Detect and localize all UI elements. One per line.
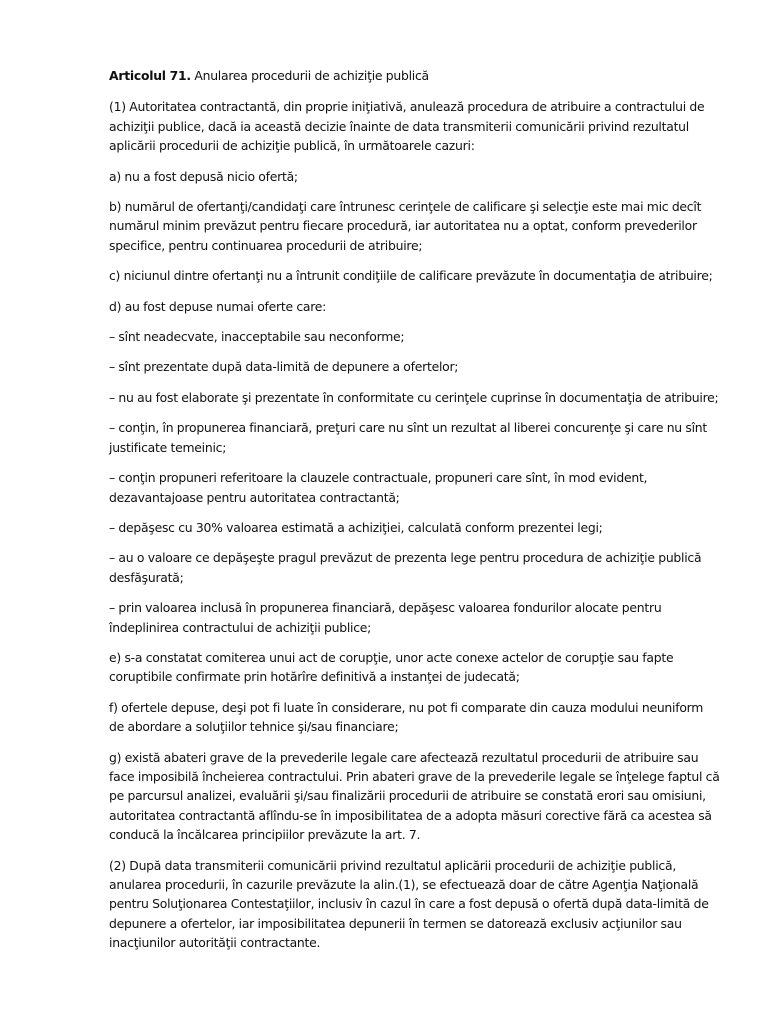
- document-page: [109, 66, 721, 964]
- paragraph: d) au fost depuse numai oferte care:: [109, 298, 327, 314]
- paragraph: – sînt neadecvate, inacceptabile sau neconforme;: [109, 329, 405, 345]
- article-number: Articolul 71.: [109, 68, 191, 83]
- paragraph: c) niciunul dintre ofertanţi nu a întrunit condiţiile de calificare prevăzute în documentaţia de atribuire;: [109, 268, 713, 284]
- paragraph: – prin valoarea inclusă în propunerea financiară, depăşesc valoarea fondurilor alocate pentru îndeplinirea contractului de achiziţii publice;: [109, 600, 662, 635]
- paragraph: a) nu a fost depusă nicio ofertă;: [109, 168, 298, 184]
- paragraph: – au o valoare ce depăşeşte pragul prevăzut de prezenta lege pentru procedura de achiziţie publică desfăşurată;: [109, 550, 702, 585]
- paragraph: e) s-a constatat comiterea unui act de corupţie, unor acte conexe actelor de corupţie sau fapte coruptibile confirmate prin hotărîre definitivă a instanţei de judecată;: [109, 649, 674, 685]
- paragraph: g) există abateri grave de la prevederile legale care afectează rezultatul procedurii de atribuire sau face imposibilă încheierea contractului. Prin abateri grave de la prevederile legale se înţelege faptul că pe parcursul analizei, evaluării şi/sau finalizării procedurii de atribuire se constată erori sau omisiuni, autoritatea contractantă aflîndu-se în imposibilitatea de a adopta măsuri corective fără ca acestea să conducă la încălcarea principiilor prevăzute la art. 7.: [109, 749, 720, 843]
- article-title: [109, 66, 721, 85]
- paragraph: (2) După data transmiterii comunicării privind rezultatul aplicării procedurii de achiziţie publică, anularea procedurii, în cazurile prevăzute la alin.(1), se efectuează doar de către Agenţia Naţională pentru Soluţionarea Contestaţiilor, inclusiv în cazul în care a fost depusă o ofertă după data-limită de depunere a ofertelor, iar imposibilitatea depunerii în termen se datorează exclusiv acţiunilor sau inacţiunilor autorităţii contractante.: [109, 857, 709, 951]
- paragraph: f) ofertele depuse, deşi pot fi luate în considerare, nu pot fi comparate din cauza modului neuniform de abordare a soluţiilor tehnice şi/sau financiare;: [109, 699, 704, 735]
- paragraph: – conţin, în propunerea financiară, preţuri care nu sînt un rezultat al liberei concurenţe şi care nu sînt justificate temeinic;: [109, 420, 707, 455]
- paragraph: – conţin propuneri referitoare la clauzele contractuale, propuneri care sînt, în mod evident, dezavantajoase pentru autoritatea contractantă;: [109, 470, 648, 505]
- paragraph: (1) Autoritatea contractantă, din proprie iniţiativă, anulează procedura de atribuire a contractului de achiziţii publice, dacă ia această decizie înainte de data transmiterii comunicării privind rezultatul aplicării procedurii de achiziţie publică, în următoarele cazuri:: [109, 99, 705, 154]
- paragraph: – nu au fost elaborate şi prezentate în conformitate cu cerinţele cuprinse în documentaţia de atribuire;: [109, 389, 719, 405]
- paragraph: b) numărul de ofertanţi/candidaţi care întrunesc cerinţele de calificare şi selecţie este mai mic decît numărul minim prevăzut pentru fiecare procedură, iar autoritatea nu a optat, conform prevederilor specifice, pentru continuarea procedurii de atribuire;: [109, 199, 702, 253]
- article-subject: Anularea procedurii de achiziţie publică: [194, 68, 429, 83]
- paragraph: – sînt prezentate după data-limită de depunere a ofertelor;: [109, 359, 459, 375]
- paragraph: – depăşesc cu 30% valoarea estimată a achiziţiei, calculată conform prezentei legi;: [109, 519, 603, 535]
